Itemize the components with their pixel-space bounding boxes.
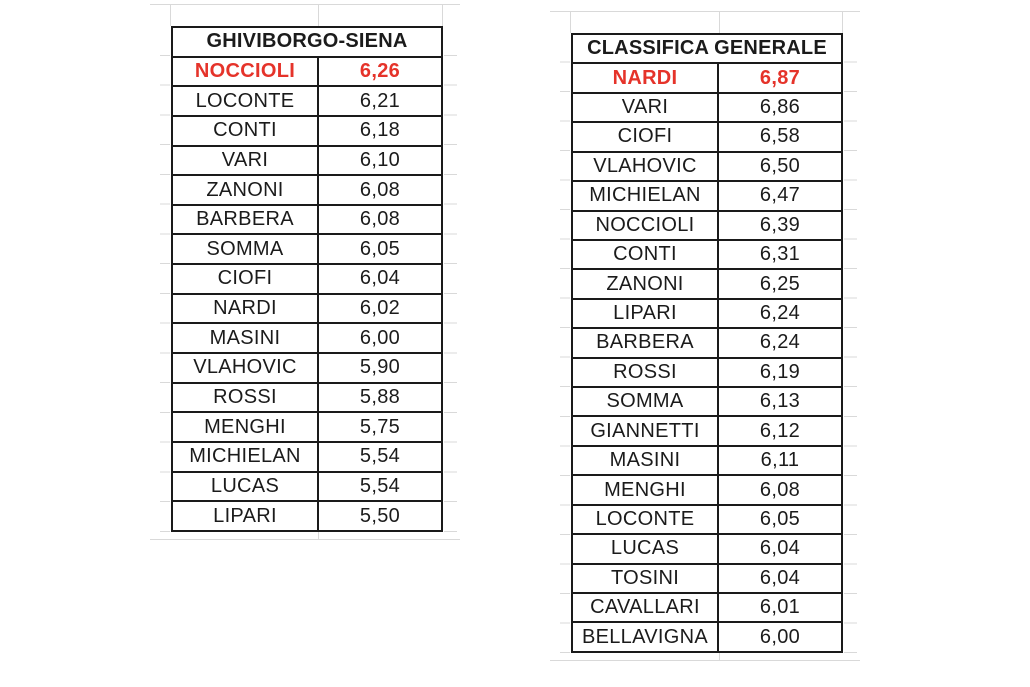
table-row (573, 359, 841, 388)
table-row (573, 623, 841, 650)
table-row (573, 417, 841, 446)
player-name: MASINI (573, 447, 719, 474)
gridline-stub-strip (160, 26, 170, 534)
player-rating: 6,05 (359, 237, 401, 260)
table-row (173, 354, 441, 384)
player-name: ZANONI (173, 176, 319, 204)
player-name: VLAHOVIC (173, 354, 319, 382)
table-row (573, 594, 841, 623)
gridline-stub (842, 11, 843, 33)
player-rating: 6,05 (759, 507, 801, 530)
gridline-stub (719, 11, 720, 33)
player-rating: 6,31 (759, 243, 801, 266)
table-row (173, 295, 441, 325)
table-title-ghiviborgo-siena: GHIVIBORGO-SIENA (173, 28, 441, 58)
player-name: NOCCIOLI (173, 58, 319, 86)
table-row (573, 94, 841, 123)
player-rating: 5,54 (359, 445, 401, 468)
player-name: VLAHOVIC (573, 153, 719, 180)
player-name: MICHIELAN (573, 182, 719, 209)
gridline-stub (170, 4, 171, 26)
player-rating: 6,58 (759, 125, 801, 148)
player-rating: 6,25 (759, 272, 801, 295)
gridline-stub (719, 653, 720, 661)
gridline-stub-strip (844, 33, 857, 655)
table-row (173, 147, 441, 177)
player-rating: 6,19 (759, 360, 801, 383)
player-rating: 6,50 (759, 154, 801, 177)
player-name: CONTI (173, 117, 319, 145)
player-rating: 6,18 (359, 119, 401, 142)
player-name: BARBERA (573, 329, 719, 356)
gridline-stub (442, 4, 443, 26)
table-row (573, 388, 841, 417)
table-title-classifica-generale: CLASSIFICA GENERALE (573, 35, 841, 64)
player-rating: 5,90 (359, 356, 401, 379)
player-name: MICHIELAN (173, 443, 319, 471)
gridline-stub-strip (444, 26, 457, 534)
player-rating: 6,08 (359, 208, 401, 231)
table-row (573, 329, 841, 358)
player-rating: 6,86 (759, 96, 801, 119)
table-row (173, 502, 441, 530)
player-name: VARI (573, 94, 719, 121)
gridline-stub (318, 4, 319, 26)
table-row (173, 265, 441, 295)
player-rating: 5,75 (359, 415, 401, 438)
player-name: NOCCIOLI (573, 212, 719, 239)
table-row (573, 270, 841, 299)
player-name: LUCAS (573, 535, 719, 562)
player-name: MENGHI (173, 413, 319, 441)
table-row (573, 153, 841, 182)
player-name: VARI (173, 147, 319, 175)
table-row (573, 565, 841, 594)
player-rating: 6,39 (759, 213, 801, 236)
gridline-stub (570, 11, 571, 33)
player-rating: 5,50 (359, 504, 401, 527)
player-name: LOCONTE (573, 506, 719, 533)
player-name: NARDI (173, 295, 319, 323)
table-row (173, 324, 441, 354)
table-row (173, 117, 441, 147)
table-row (173, 443, 441, 473)
player-rating: 6,11 (760, 449, 800, 472)
table-row (573, 535, 841, 564)
player-rating: 6,24 (759, 331, 801, 354)
player-name: LIPARI (173, 502, 319, 530)
player-name: BELLAVIGNA (573, 623, 719, 650)
table-row (573, 64, 841, 93)
table-ghiviborgo-siena (171, 26, 443, 532)
player-rating: 6,10 (359, 148, 401, 171)
table-row (573, 123, 841, 152)
gridline-stub (550, 660, 860, 661)
player-name: LUCAS (173, 473, 319, 501)
table-row (573, 182, 841, 211)
player-name: CONTI (573, 241, 719, 268)
table-row (173, 58, 441, 88)
table-row (173, 473, 441, 503)
table-row (173, 413, 441, 443)
table-row (573, 212, 841, 241)
player-name: ZANONI (573, 270, 719, 297)
player-rating: 6,04 (759, 566, 801, 589)
player-rating: 6,12 (759, 419, 801, 442)
player-name: ROSSI (573, 359, 719, 386)
player-rating: 6,01 (759, 596, 801, 619)
player-name: LIPARI (573, 300, 719, 327)
table-row (173, 206, 441, 236)
player-name: CIOFI (573, 123, 719, 150)
table-row (573, 476, 841, 505)
player-name: MASINI (173, 324, 319, 352)
player-rating: 6,26 (359, 59, 401, 82)
player-name: BARBERA (173, 206, 319, 234)
player-rating: 6,87 (759, 66, 801, 89)
player-rating: 6,04 (759, 537, 801, 560)
player-rating: 6,00 (359, 326, 401, 349)
player-rating: 5,54 (359, 474, 401, 497)
player-name: GIANNETTI (573, 417, 719, 444)
player-rating: 6,13 (759, 390, 801, 413)
player-name: ROSSI (173, 384, 319, 412)
player-rating: 6,21 (359, 89, 401, 112)
gridline-stub (550, 11, 860, 12)
player-rating: 6,00 (759, 625, 801, 648)
player-name: LOCONTE (173, 87, 319, 115)
gridline-stub (318, 532, 319, 540)
player-name: SOMMA (573, 388, 719, 415)
table-row (173, 235, 441, 265)
gridline-stub (150, 4, 460, 5)
table-row (573, 506, 841, 535)
player-rating: 6,04 (359, 267, 401, 290)
player-name: MENGHI (573, 476, 719, 503)
player-rating: 6,08 (759, 478, 801, 501)
player-name: CIOFI (173, 265, 319, 293)
gridline-stub-strip (560, 33, 570, 655)
table-row (173, 176, 441, 206)
player-rating: 6,24 (759, 302, 801, 324)
table-row (573, 300, 841, 329)
player-rating: 6,08 (359, 178, 401, 201)
gridline-stub (150, 539, 460, 540)
player-name: TOSINI (573, 565, 719, 592)
table-row (173, 384, 441, 414)
player-name: CAVALLARI (573, 594, 719, 621)
player-rating: 6,02 (359, 297, 401, 320)
player-name: SOMMA (173, 235, 319, 263)
table-row (173, 87, 441, 117)
player-rating: 5,88 (359, 386, 401, 408)
table-row (573, 241, 841, 270)
table-classifica-generale (571, 33, 843, 653)
player-name: NARDI (573, 64, 719, 91)
table-row (573, 447, 841, 476)
player-rating: 6,47 (759, 184, 801, 207)
